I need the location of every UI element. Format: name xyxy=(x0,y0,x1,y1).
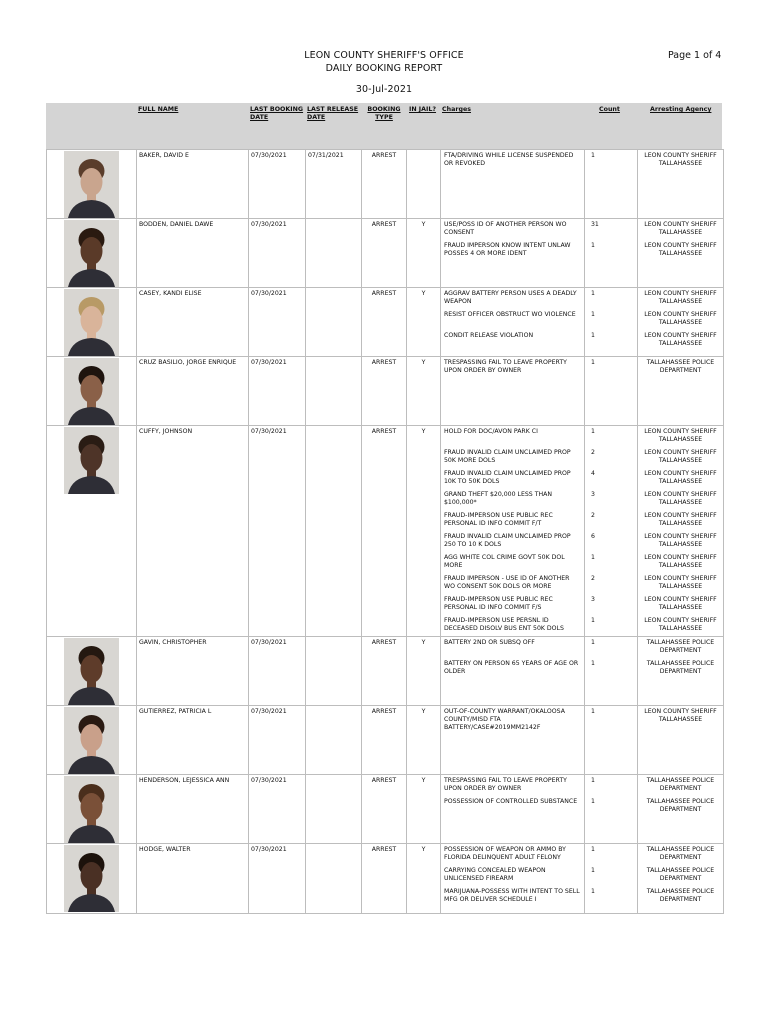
mugshot-image xyxy=(64,845,119,912)
col-charges: Charges xyxy=(442,106,471,113)
booking-type-cell xyxy=(362,426,407,637)
release-date-cell xyxy=(306,288,362,357)
arresting-agency: LEON COUNTY SHERIFF TALLAHASSEE xyxy=(644,152,717,167)
col-booking-type xyxy=(367,106,401,122)
full-name: CRUZ BASILIO, JORGE ENRIQUE xyxy=(139,359,237,366)
booking-table xyxy=(46,149,724,914)
in-jail-cell xyxy=(407,219,441,288)
name-cell xyxy=(137,219,249,288)
release-date xyxy=(306,357,361,361)
charge-text: POSSESSION OF WEAPON OR AMMO BY FLORIDA DELINQUENT ADULT FELONY xyxy=(444,846,566,861)
photo-cell xyxy=(47,775,137,844)
charges-cell xyxy=(441,844,585,914)
mugshot-image xyxy=(64,151,119,218)
mugshot-image xyxy=(64,427,119,494)
full-name: GUTIERREZ, PATRICIA L xyxy=(139,708,212,715)
booking-type-cell xyxy=(362,706,407,775)
charge-text: FRAUD-IMPERSON USE PERSNL ID DECEASED DISOLV BUS ENT 50K DOLS xyxy=(444,617,564,632)
charges-cell xyxy=(441,426,585,637)
booking-date-cell xyxy=(249,288,306,357)
charge-count: 6 xyxy=(591,533,595,540)
charge-count: 1 xyxy=(591,846,595,853)
full-name: GAVIN, CHRISTOPHER xyxy=(139,639,207,646)
charge-count: 3 xyxy=(591,596,595,603)
charge-text: AGGRAV BATTERY PERSON USES A DEADLY WEAPON xyxy=(444,290,577,305)
booking-type-cell xyxy=(362,288,407,357)
in-jail-flag: Y xyxy=(421,777,426,784)
agency-cell xyxy=(638,288,724,357)
charge-text: GRAND THEFT $20,000 LESS THAN $100,000* xyxy=(444,491,552,506)
charge-text: POSSESSION OF CONTROLLED SUBSTANCE xyxy=(444,798,578,805)
mugshot-image xyxy=(64,220,119,287)
report-title: DAILY BOOKING REPORT xyxy=(325,63,443,74)
arresting-agency: TALLAHASSEE POLICE DEPARTMENT xyxy=(646,798,715,813)
charge-count: 4 xyxy=(591,470,595,477)
charge-text: HOLD FOR DOC/AVON PARK CI xyxy=(444,428,538,435)
agency-cell xyxy=(638,150,724,219)
name-cell xyxy=(137,844,249,914)
mugshot-photo xyxy=(64,776,119,843)
charge-count: 1 xyxy=(591,867,595,874)
agency-cell xyxy=(638,844,724,914)
count-cell xyxy=(585,150,638,219)
name-cell xyxy=(137,357,249,426)
full-name: CASEY, KANDI ELISE xyxy=(139,290,202,297)
arresting-agency: LEON COUNTY SHERIFF TALLAHASSEE xyxy=(644,332,717,347)
booking-type: ARREST xyxy=(371,221,397,228)
arresting-agency: LEON COUNTY SHERIFF TALLAHASSEE xyxy=(644,708,717,723)
arresting-agency: LEON COUNTY SHERIFF TALLAHASSEE xyxy=(644,221,717,236)
booking-type-cell xyxy=(362,637,407,706)
photo-cell xyxy=(47,706,137,775)
charge-text: FRAUD-IMPERSON USE PUBLIC REC PERSONAL ID INFO COMMIT F/S xyxy=(444,596,553,611)
mugshot-image xyxy=(64,289,119,356)
release-date: 07/31/2021 xyxy=(308,152,344,159)
col-in-jail: IN JAIL? xyxy=(409,106,437,113)
page-number: Page 1 of 4 xyxy=(668,50,722,61)
in-jail-flag xyxy=(407,150,440,154)
full-name: BODDEN, DANIEL DAWE xyxy=(139,221,214,228)
agency-cell xyxy=(638,706,724,775)
charge-text: FRAUD INVALID CLAIM UNCLAIMED PROP 250 TO 10 K DOLS xyxy=(444,533,571,548)
count-cell xyxy=(585,219,638,288)
col-last-booking xyxy=(250,106,303,122)
booking-date: 07/30/2021 xyxy=(251,152,287,159)
booking-date: 07/30/2021 xyxy=(251,428,287,435)
arresting-agency: TALLAHASSEE POLICE DEPARTMENT xyxy=(646,359,715,374)
booking-date-cell xyxy=(249,775,306,844)
full-name: BAKER, DAVID E xyxy=(139,152,189,159)
charge-count: 31 xyxy=(591,221,599,228)
charge-text: CARRYING CONCEALED WEAPON UNLICENSED FIREARM xyxy=(444,867,546,882)
agency-cell xyxy=(638,637,724,706)
booking-date-cell xyxy=(249,357,306,426)
booking-type-cell xyxy=(362,219,407,288)
release-date-cell xyxy=(306,775,362,844)
in-jail-cell xyxy=(407,288,441,357)
charge-text: FRAUD IMPERSON KNOW INTENT UNLAW POSSES 4 OR MORE IDENT xyxy=(444,242,571,257)
arresting-agency: LEON COUNTY SHERIFF TALLAHASSEE xyxy=(644,470,717,485)
charge-count: 2 xyxy=(591,575,595,582)
release-date-cell xyxy=(306,219,362,288)
name-cell xyxy=(137,775,249,844)
charges-cell xyxy=(441,150,585,219)
full-name: CUFFY, JOHNSON xyxy=(139,428,193,435)
table-row xyxy=(47,219,724,288)
release-date-cell xyxy=(306,357,362,426)
mugshot-photo xyxy=(64,845,119,912)
name-cell xyxy=(137,637,249,706)
arresting-agency: TALLAHASSEE POLICE DEPARTMENT xyxy=(646,846,715,861)
booking-type: ARREST xyxy=(371,359,397,366)
release-date-cell xyxy=(306,426,362,637)
charge-text: USE/POSS ID OF ANOTHER PERSON WO CONSENT xyxy=(444,221,567,236)
booking-type: ARREST xyxy=(371,708,397,715)
mugshot-photo xyxy=(64,220,119,287)
table-row xyxy=(47,150,724,219)
charge-count: 1 xyxy=(591,152,595,159)
mugshot-photo xyxy=(64,358,119,425)
arresting-agency: LEON COUNTY SHERIFF TALLAHASSEE xyxy=(644,575,717,590)
name-cell xyxy=(137,706,249,775)
charge-count: 1 xyxy=(591,290,595,297)
photo-cell xyxy=(47,357,137,426)
charge-count: 1 xyxy=(591,660,595,667)
release-date xyxy=(306,219,361,223)
charges-cell xyxy=(441,219,585,288)
release-date-cell xyxy=(306,637,362,706)
booking-date: 07/30/2021 xyxy=(251,639,287,646)
col-last-release xyxy=(307,106,358,122)
table-row xyxy=(47,844,724,914)
charge-text: FRAUD IMPERSON - USE ID OF ANOTHER WO CONSENT 50K DOLS OR MORE xyxy=(444,575,570,590)
in-jail-flag: Y xyxy=(421,846,426,853)
charges-cell xyxy=(441,357,585,426)
booking-type: ARREST xyxy=(371,777,397,784)
photo-cell xyxy=(47,150,137,219)
booking-date: 07/30/2021 xyxy=(251,777,287,784)
charge-text: TRESPASSING FAIL TO LEAVE PROPERTY UPON ORDER BY OWNER xyxy=(444,777,567,792)
charge-text: CONDIT RELEASE VIOLATION xyxy=(444,332,534,339)
charge-count: 1 xyxy=(591,617,595,624)
full-name: HODGE, WALTER xyxy=(139,846,191,853)
arresting-agency: LEON COUNTY SHERIFF TALLAHASSEE xyxy=(644,242,717,257)
booking-date-cell xyxy=(249,426,306,637)
charge-count: 1 xyxy=(591,428,595,435)
in-jail-flag: Y xyxy=(421,359,426,366)
release-date-cell xyxy=(306,706,362,775)
charge-count: 1 xyxy=(591,242,595,249)
table-row xyxy=(47,426,724,637)
col-last-release-l2: DATE xyxy=(307,114,326,121)
release-date xyxy=(306,775,361,779)
release-date xyxy=(306,844,361,848)
photo-cell xyxy=(47,637,137,706)
mugshot-image xyxy=(64,638,119,705)
photo-cell xyxy=(47,219,137,288)
release-date-cell xyxy=(306,150,362,219)
charge-text: OUT-OF-COUNTY WARRANT/OKALOOSA COUNTY/MISD FTA BATTERY/CASE#2019MM2142F xyxy=(444,708,565,731)
mugshot-photo xyxy=(64,151,119,218)
arresting-agency: LEON COUNTY SHERIFF TALLAHASSEE xyxy=(644,449,717,464)
in-jail-cell xyxy=(407,844,441,914)
charge-count: 2 xyxy=(591,512,595,519)
table-row xyxy=(47,288,724,357)
column-header-bar xyxy=(46,103,722,149)
in-jail-cell xyxy=(407,357,441,426)
count-cell xyxy=(585,288,638,357)
charge-text: TRESPASSING FAIL TO LEAVE PROPERTY UPON ORDER BY OWNER xyxy=(444,359,567,374)
count-cell xyxy=(585,637,638,706)
charge-text: FRAUD INVALID CLAIM UNCLAIMED PROP 10K TO 50K DOLS xyxy=(444,470,571,485)
charge-text: FRAUD-IMPERSON USE PUBLIC REC PERSONAL ID INFO COMMIT F/T xyxy=(444,512,553,527)
charge-text: FTA/DRIVING WHILE LICENSE SUSPENDED OR REVOKED xyxy=(444,152,574,167)
in-jail-cell xyxy=(407,775,441,844)
mugshot-photo xyxy=(64,289,119,356)
mugshot-image xyxy=(64,358,119,425)
full-name: HENDERSON, LEJESSICA ANN xyxy=(139,777,230,784)
charges-cell xyxy=(441,637,585,706)
charges-cell xyxy=(441,288,585,357)
count-cell xyxy=(585,844,638,914)
charge-text: AGG WHITE COL CRIME GOVT 50K DOL MORE xyxy=(444,554,565,569)
booking-type: ARREST xyxy=(371,639,397,646)
in-jail-flag: Y xyxy=(421,221,426,228)
arresting-agency: LEON COUNTY SHERIFF TALLAHASSEE xyxy=(644,290,717,305)
release-date xyxy=(306,637,361,641)
charge-count: 1 xyxy=(591,777,595,784)
office-title: LEON COUNTY SHERIFF'S OFFICE xyxy=(304,50,464,61)
booking-date-cell xyxy=(249,844,306,914)
arresting-agency: TALLAHASSEE POLICE DEPARTMENT xyxy=(646,777,715,792)
count-cell xyxy=(585,426,638,637)
table-row xyxy=(47,637,724,706)
booking-type-cell xyxy=(362,150,407,219)
in-jail-flag: Y xyxy=(421,708,426,715)
arresting-agency: LEON COUNTY SHERIFF TALLAHASSEE xyxy=(644,491,717,506)
charge-text: FRAUD INVALID CLAIM UNCLAIMED PROP 50K MORE DOLS xyxy=(444,449,571,464)
photo-cell xyxy=(47,288,137,357)
count-cell xyxy=(585,775,638,844)
col-booking-type-l1: BOOKING xyxy=(367,106,401,113)
charges-cell xyxy=(441,775,585,844)
mugshot-image xyxy=(64,707,119,774)
booking-date: 07/30/2021 xyxy=(251,221,287,228)
col-last-release-l1: LAST RELEASE xyxy=(307,106,359,113)
charge-count: 1 xyxy=(591,639,595,646)
name-cell xyxy=(137,288,249,357)
col-booking-type-l2: TYPE xyxy=(375,114,393,121)
booking-type: ARREST xyxy=(371,846,397,853)
charge-count: 1 xyxy=(591,888,595,895)
count-cell xyxy=(585,706,638,775)
arresting-agency: LEON COUNTY SHERIFF TALLAHASSEE xyxy=(644,512,717,527)
release-date xyxy=(306,706,361,710)
col-arresting-agency: Arresting Agency xyxy=(650,106,712,113)
name-cell xyxy=(137,150,249,219)
in-jail-flag: Y xyxy=(421,290,426,297)
col-full-name: FULL NAME xyxy=(138,106,179,113)
in-jail-cell xyxy=(407,706,441,775)
agency-cell xyxy=(638,426,724,637)
booking-type-cell xyxy=(362,775,407,844)
mugshot-photo xyxy=(64,638,119,705)
table-row xyxy=(47,775,724,844)
report-date: 30-Jul-2021 xyxy=(355,84,413,95)
charge-text: BATTERY 2ND OR SUBSQ OFF xyxy=(444,639,535,646)
release-date xyxy=(306,288,361,292)
charges-cell xyxy=(441,706,585,775)
agency-cell xyxy=(638,775,724,844)
charge-count: 1 xyxy=(591,798,595,805)
release-date xyxy=(306,426,361,430)
mugshot-image xyxy=(64,776,119,843)
charge-count: 1 xyxy=(591,359,595,366)
arresting-agency: TALLAHASSEE POLICE DEPARTMENT xyxy=(646,888,715,903)
name-cell xyxy=(137,426,249,637)
charge-count: 1 xyxy=(591,332,595,339)
in-jail-flag: Y xyxy=(421,428,426,435)
in-jail-cell xyxy=(407,426,441,637)
booking-type: ARREST xyxy=(371,428,397,435)
mugshot-photo xyxy=(64,427,119,494)
agency-cell xyxy=(638,357,724,426)
charge-count: 2 xyxy=(591,449,595,456)
charge-count: 1 xyxy=(591,708,595,715)
booking-type: ARREST xyxy=(371,290,397,297)
booking-date-cell xyxy=(249,637,306,706)
arresting-agency: LEON COUNTY SHERIFF TALLAHASSEE xyxy=(644,428,717,443)
booking-type-cell xyxy=(362,844,407,914)
arresting-agency: LEON COUNTY SHERIFF TALLAHASSEE xyxy=(644,596,717,611)
charge-count: 1 xyxy=(591,554,595,561)
count-cell xyxy=(585,357,638,426)
arresting-agency: LEON COUNTY SHERIFF TALLAHASSEE xyxy=(644,617,717,632)
release-date-cell xyxy=(306,844,362,914)
booking-type-cell xyxy=(362,357,407,426)
booking-date: 07/30/2021 xyxy=(251,846,287,853)
table-row xyxy=(47,706,724,775)
charge-count: 1 xyxy=(591,311,595,318)
in-jail-cell xyxy=(407,637,441,706)
booking-date: 07/30/2021 xyxy=(251,359,287,366)
charge-count: 3 xyxy=(591,491,595,498)
arresting-agency: TALLAHASSEE POLICE DEPARTMENT xyxy=(646,639,715,654)
booking-type: ARREST xyxy=(371,152,397,159)
col-last-booking-l1: LAST BOOKING xyxy=(250,106,304,113)
table-row xyxy=(47,357,724,426)
charge-text: BATTERY ON PERSON 65 YEARS OF AGE OR OLDER xyxy=(444,660,579,675)
photo-cell xyxy=(47,844,137,914)
booking-date: 07/30/2021 xyxy=(251,708,287,715)
agency-cell xyxy=(638,219,724,288)
col-last-booking-l2: DATE xyxy=(250,114,269,121)
charge-text: MARIJUANA-POSSESS WITH INTENT TO SELL MFG OR DELIVER SCHEDULE I xyxy=(444,888,580,903)
in-jail-cell xyxy=(407,150,441,219)
arresting-agency: LEON COUNTY SHERIFF TALLAHASSEE xyxy=(644,311,717,326)
arresting-agency: TALLAHASSEE POLICE DEPARTMENT xyxy=(646,867,715,882)
arresting-agency: LEON COUNTY SHERIFF TALLAHASSEE xyxy=(644,533,717,548)
col-count: Count xyxy=(599,106,620,113)
booking-date-cell xyxy=(249,706,306,775)
booking-date-cell xyxy=(249,150,306,219)
booking-date-cell xyxy=(249,219,306,288)
arresting-agency: TALLAHASSEE POLICE DEPARTMENT xyxy=(646,660,715,675)
arresting-agency: LEON COUNTY SHERIFF TALLAHASSEE xyxy=(644,554,717,569)
in-jail-flag: Y xyxy=(421,639,426,646)
charge-text: RESIST OFFICER OBSTRUCT WO VIOLENCE xyxy=(444,311,576,318)
photo-cell xyxy=(47,426,137,637)
booking-date: 07/30/2021 xyxy=(251,290,287,297)
mugshot-photo xyxy=(64,707,119,774)
